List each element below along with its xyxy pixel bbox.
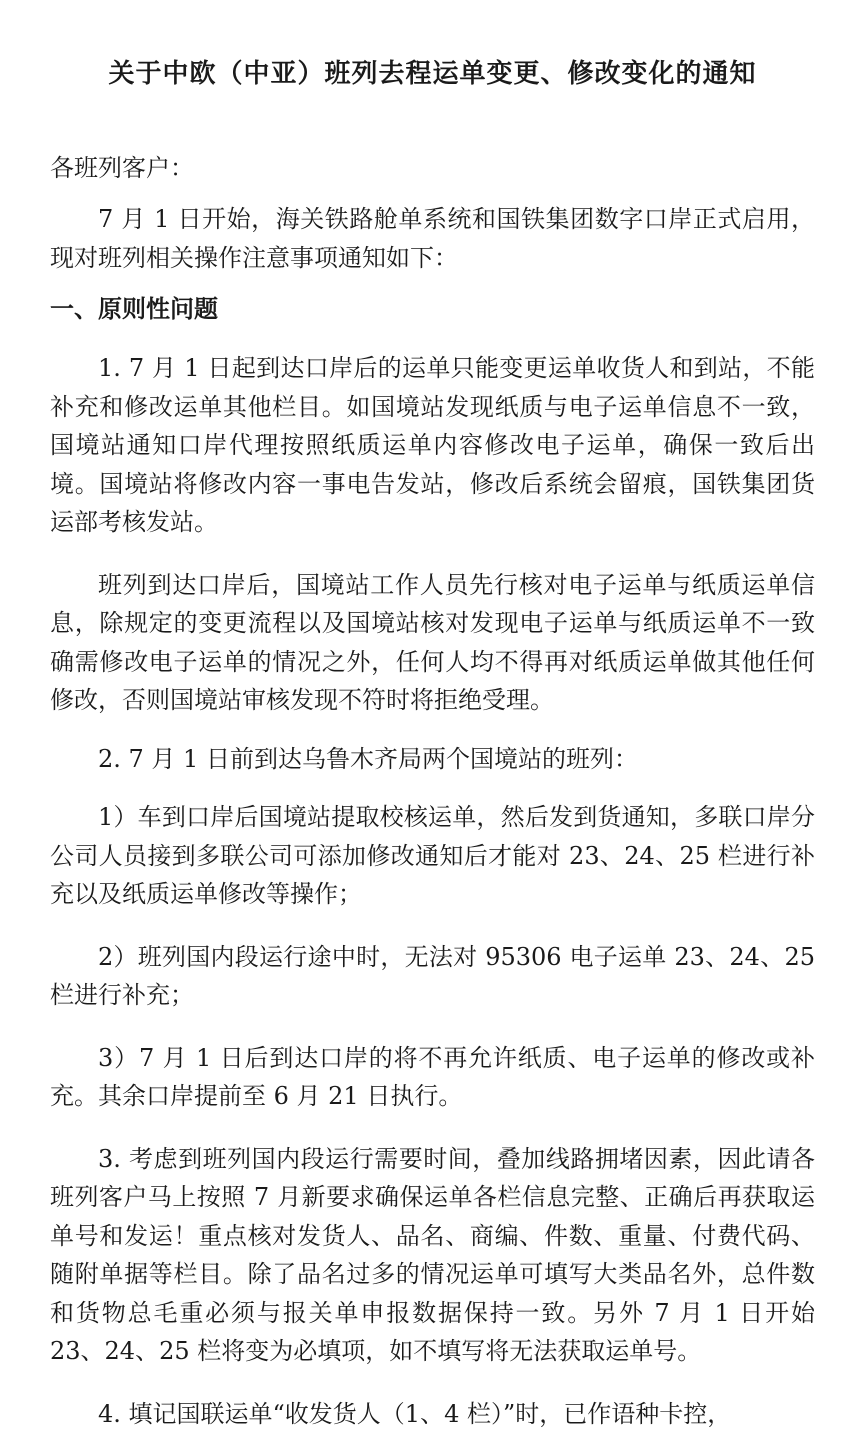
item-2-sub-2-paragraph: 2）班列国内段运行途中时，无法对 95306 电子运单 23、24、25 栏进行补充； [50, 938, 815, 1015]
item-3-paragraph: 3. 考虑到班列国内段运行需要时间，叠加线路拥堵因素，因此请各班列客户马上按照 7 月新要求确保运单各栏信息完整、正确后再获取运单号和发运！重点核对发货人、品名、商编、件数、重量、付费代码、随附单据等栏目。除了品名过多的情况运单可填写大类品名外，总件数和货物总毛重必须与报关单申报数据保持一致。另外 7 月 1 日开始 23、24、25 栏将变为必填项，如不填写将无法获取运单号。 [50, 1140, 815, 1371]
item-1-followup-paragraph: 班列到达口岸后，国境站工作人员先行核对电子运单与纸质运单信息，除规定的变更流程以及国境站核对发现电子运单与纸质运单不一致确需修改电子运单的情况之外，任何人均不得再对纸质运单做其他任何修改，否则国境站审核发现不符时将拒绝受理。 [50, 566, 815, 720]
item-1-paragraph: 1. 7 月 1 日起到达口岸后的运单只能变更运单收货人和到站，不能补充和修改运单其他栏目。如国境站发现纸质与电子运单信息不一致，国境站通知口岸代理按照纸质运单内容修改电子运单，确保一致后出境。国境站将修改内容一事电告发站，修改后系统会留痕，国铁集团货运部考核发站。 [50, 349, 815, 542]
item-2-sub-1-paragraph: 1）车到口岸后国境站提取校核运单，然后发到货通知，多联口岸分公司人员接到多联公司可添加修改通知后才能对 23、24、25 栏进行补充以及纸质运单修改等操作； [50, 798, 815, 914]
item-4-paragraph: 4. 填记国联运单“收发货人（1、4 栏）”时，已作语种卡控， [50, 1395, 815, 1433]
salutation: 各班列客户： [50, 150, 815, 186]
item-2-sub-3-paragraph: 3）7 月 1 日后到达口岸的将不再允许纸质、电子运单的修改或补充。其余口岸提前至 6 月 21 日执行。 [50, 1039, 815, 1116]
item-2-paragraph: 2. 7 月 1 日前到达乌鲁木齐局两个国境站的班列： [50, 740, 815, 779]
section-heading: 一、原则性问题 [50, 289, 815, 329]
intro-paragraph: 7 月 1 日开始，海关铁路舱单系统和国铁集团数字口岸正式启用，现对班列相关操作注意事项通知如下： [50, 200, 815, 277]
notice-title: 关于中欧（中亚）班列去程运单变更、修改变化的通知 [50, 54, 815, 94]
